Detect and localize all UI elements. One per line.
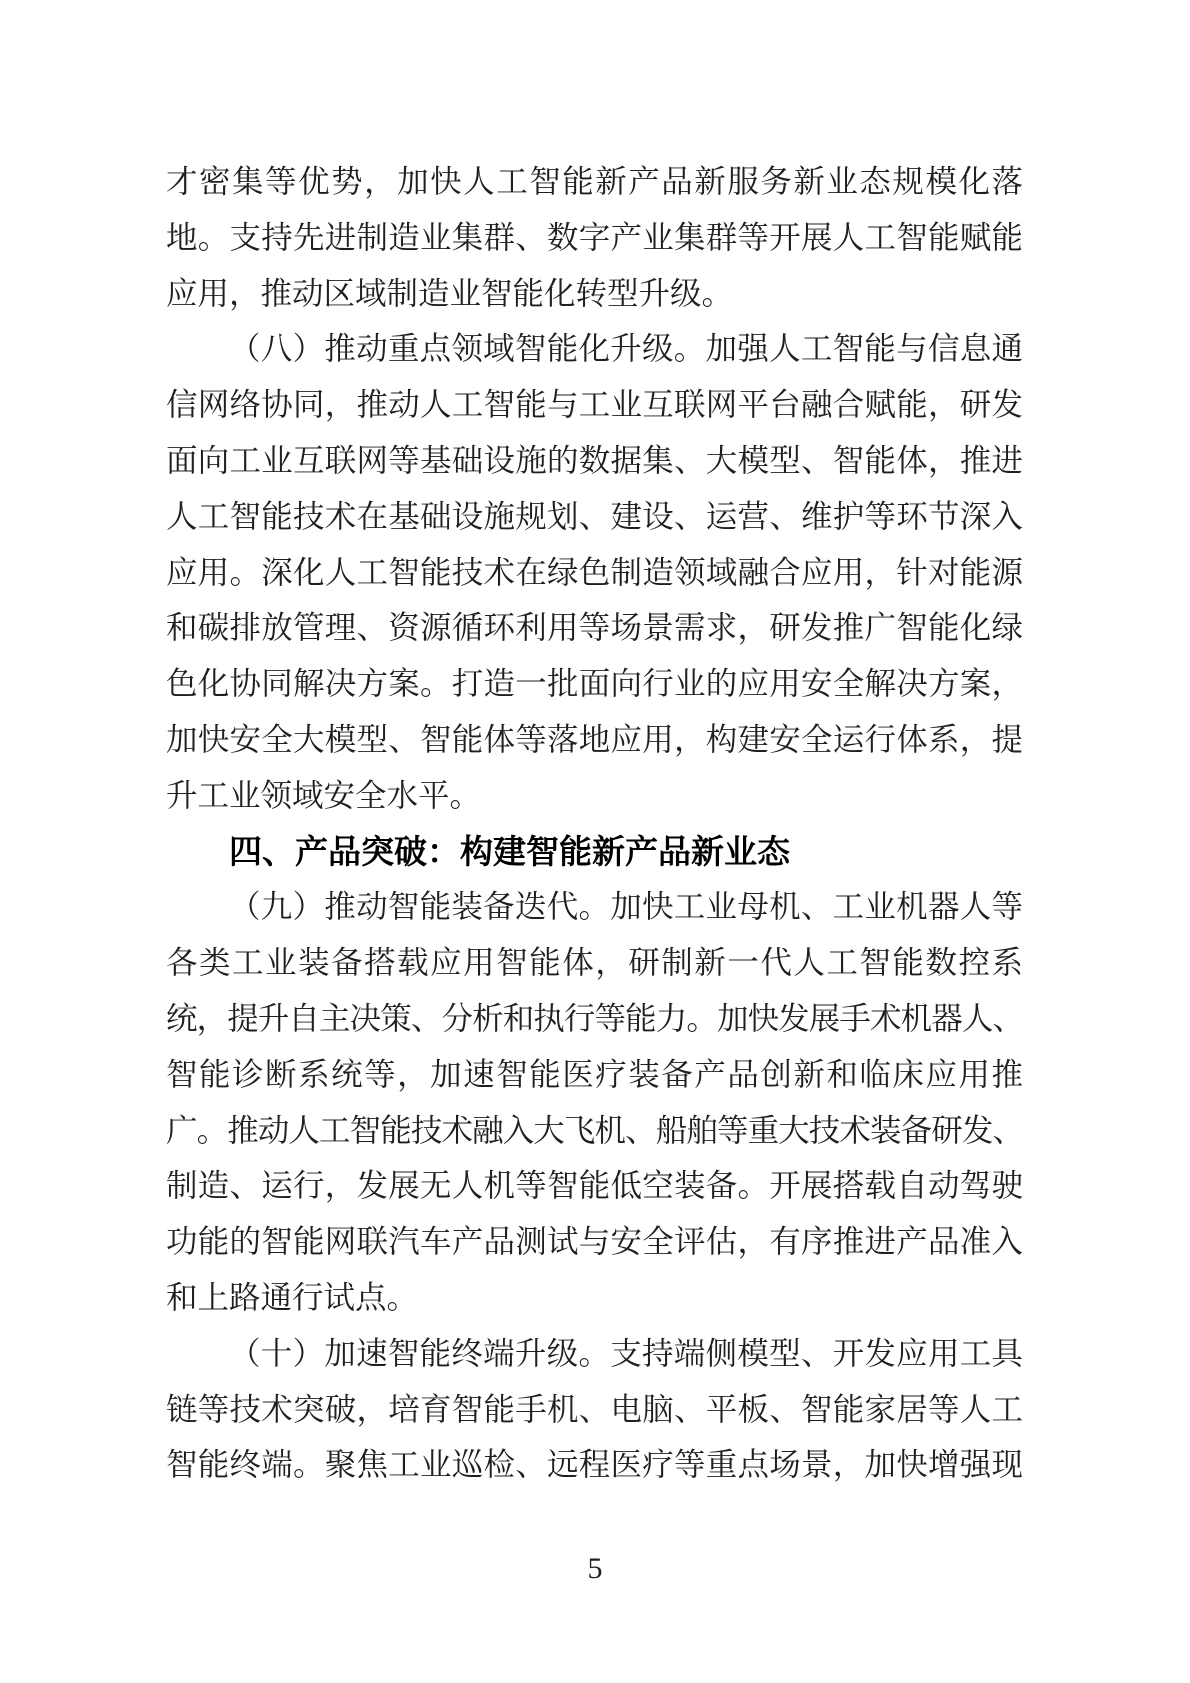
page-number: 5	[587, 1552, 603, 1585]
text-line: 智能诊断系统等，加速智能医疗装备产品创新和临床应用推	[166, 1056, 1023, 1092]
text-line: （八）推动重点领域智能化升级。加强人工智能与信息通	[229, 331, 1023, 367]
document-body	[166, 154, 1023, 1493]
text-line: 广。推动人工智能技术融入大飞机、船舶等重大技术装备研发、	[166, 1112, 1023, 1148]
paragraph-item-8	[166, 321, 1023, 823]
text-line: 功能的智能网联汽车产品测试与安全评估，有序推进产品准入	[166, 1224, 1023, 1260]
text-line: 应用。深化人工智能技术在绿色制造领域融合应用，针对能源	[166, 554, 1023, 590]
paragraph-item-10	[166, 1326, 1023, 1493]
text-line: 地。支持先进制造业集群、数字产业集群等开展人工智能赋能	[166, 219, 1023, 255]
text-line: 制造、运行，发展无人机等智能低空装备。开展搭载自动驾驶	[166, 1168, 1023, 1204]
text-line: 色化协同解决方案。打造一批面向行业的应用安全解决方案，	[166, 666, 1023, 702]
text-line: （十）加速智能终端升级。支持端侧模型、开发应用工具	[229, 1335, 1023, 1371]
text-line: 链等技术突破，培育智能手机、电脑、平板、智能家居等人工	[166, 1391, 1023, 1427]
text-line: 信网络协同，推动人工智能与工业互联网平台融合赋能，研发	[166, 387, 1023, 423]
text-line: 升工业领域安全水平。	[166, 777, 482, 813]
text-line: 统，提升自主决策、分析和执行等能力。加快发展手术机器人、	[166, 1000, 1023, 1036]
text-line: 各类工业装备搭载应用智能体，研制新一代人工智能数控系	[166, 945, 1023, 981]
text-line: 人工智能技术在基础设施规划、建设、运营、维护等环节深入	[166, 498, 1023, 534]
text-line: 和上路通行试点。	[166, 1279, 419, 1315]
text-line: 才密集等优势，加快人工智能新产品新服务新业态规模化落	[166, 164, 1023, 199]
section-heading: 四、产品突破：构建智能新产品新业态	[229, 832, 790, 870]
text-line: （九）推动智能装备迭代。加快工业母机、工业机器人等	[229, 889, 1023, 925]
text-line: 和碳排放管理、资源循环利用等场景需求，研发推广智能化绿	[166, 610, 1023, 646]
text-line: 智能终端。聚焦工业巡检、远程医疗等重点场景，加快增强现	[166, 1447, 1023, 1483]
paragraph-continuation	[166, 154, 1023, 321]
text-line: 应用，推动区域制造业智能化转型升级。	[166, 275, 734, 311]
text-line: 加快安全大模型、智能体等落地应用，构建安全运行体系，提	[166, 721, 1023, 757]
text-line: 面向工业互联网等基础设施的数据集、大模型、智能体，推进	[166, 442, 1023, 478]
paragraph-item-9	[166, 879, 1023, 1325]
